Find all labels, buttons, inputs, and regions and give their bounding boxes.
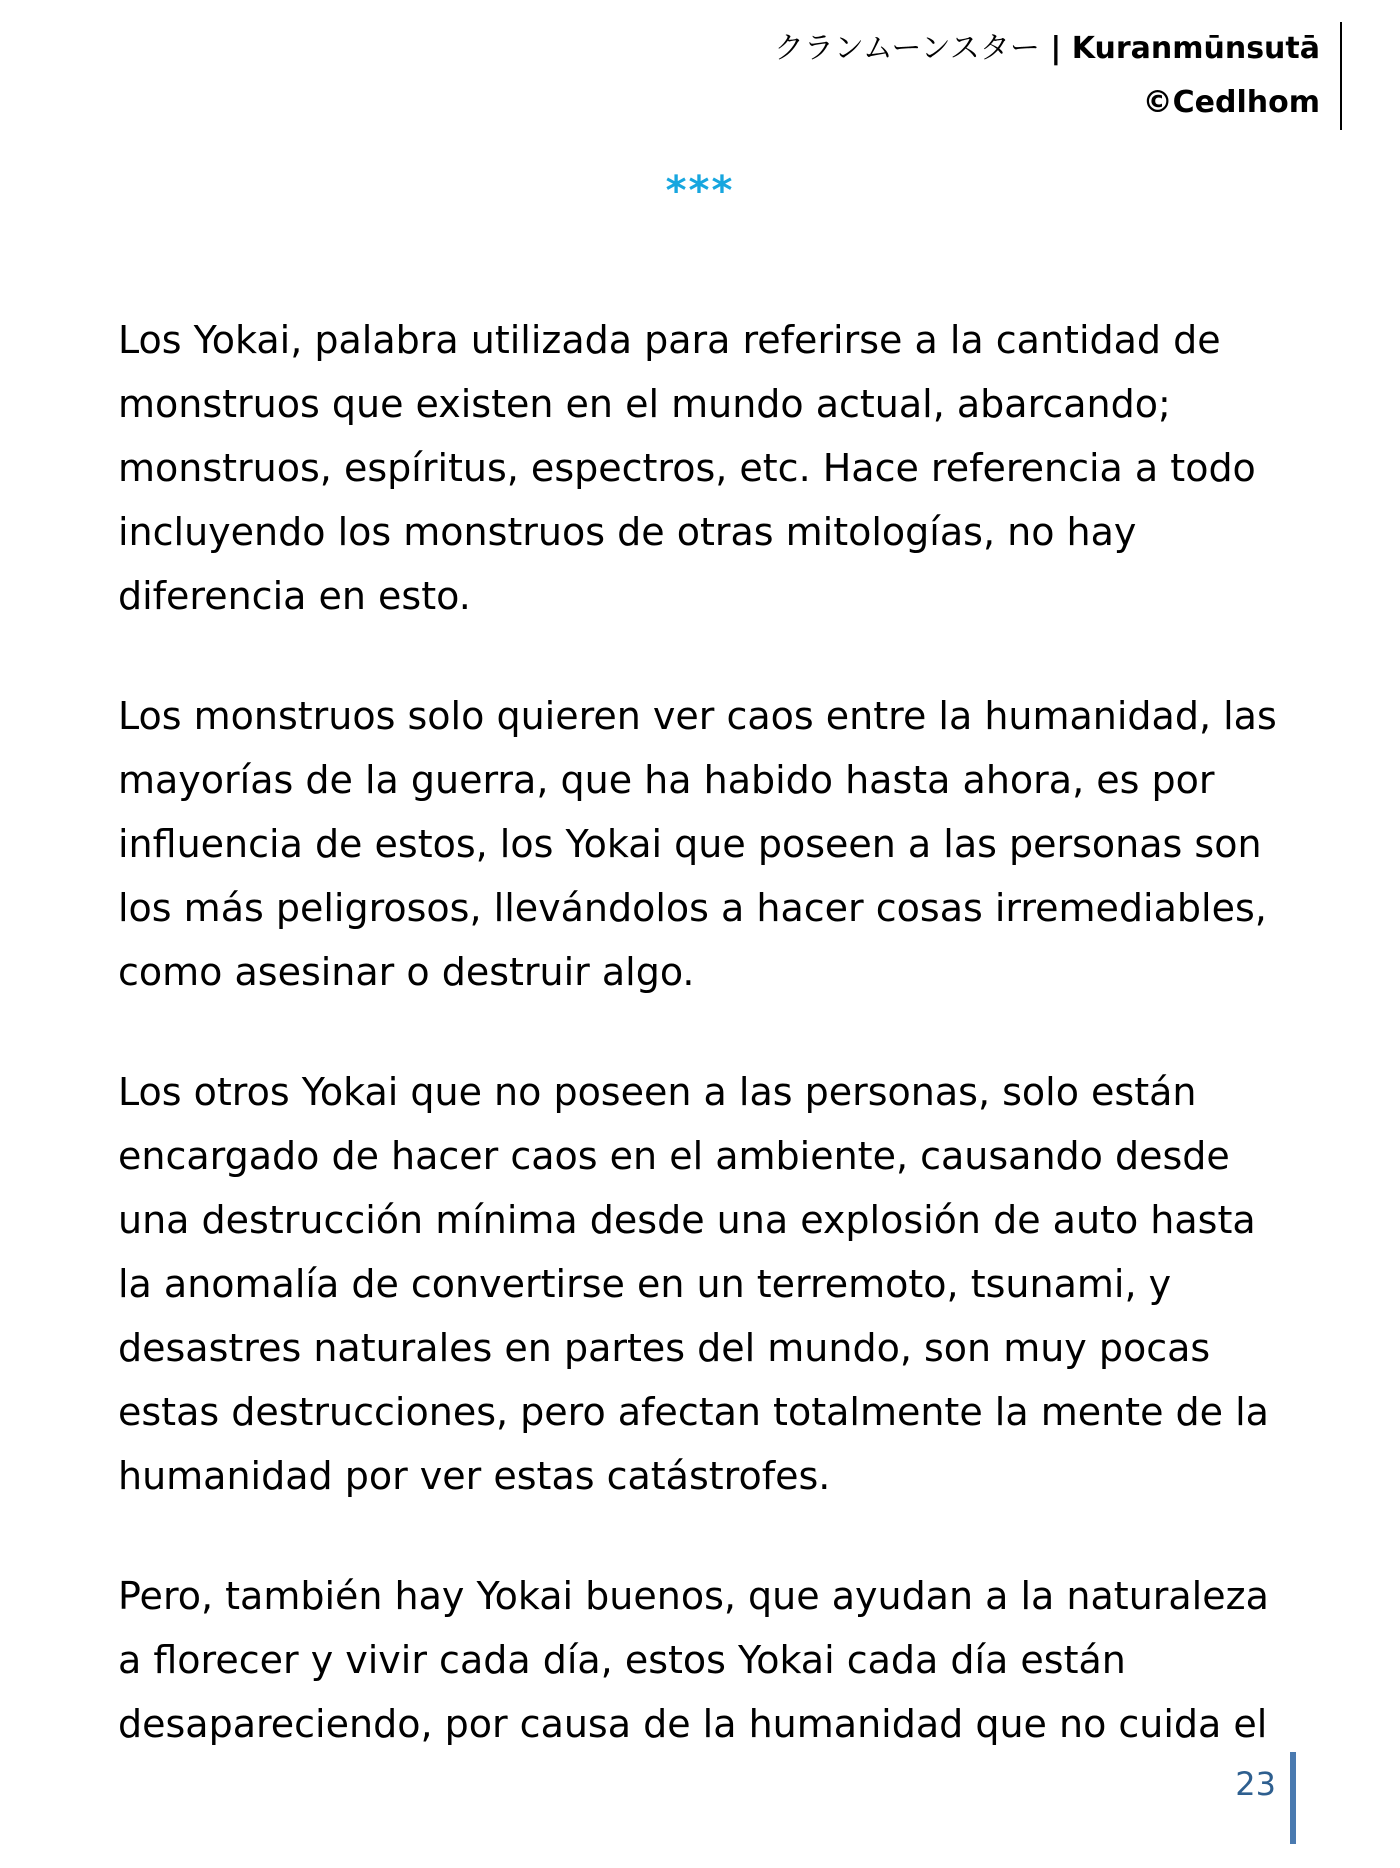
page-number: 23 xyxy=(1235,1765,1276,1803)
header-title-jp: クランムーンスター xyxy=(774,31,1040,66)
paragraph: Pero, también hay Yokai buenos, que ayudan a la naturaleza a florecer y vivir cada día, estos Yokai cada día están desapareciendo, por causa de la humanidad que no cuida el xyxy=(118,1574,1269,1746)
running-header xyxy=(774,22,1342,130)
paragraph: Los Yokai, palabra utilizada para referirse a la cantidad de monstruos que existen en el mundo actual, abarcando; monstruos, espíritus, espectros, etc. Hace referencia a todo incluyendo los monstruos de otras mitologías, no hay diferencia en esto. xyxy=(118,318,1256,618)
paragraph: Los otros Yokai que no poseen a las personas, solo están encargado de hacer caos en el ambiente, causando desde una destrucción mínima desde una explosión de auto hasta la anomalía de convertirse en un terremoto, tsunami, y desastres naturales en partes del mundo, son muy pocas estas destrucciones, pero afectan totalmente la mente de la humanidad por ver estas catástrofes. xyxy=(118,1070,1269,1498)
paragraph: Los monstruos solo quieren ver caos entre la humanidad, las mayorías de la guerra, que ha habido hasta ahora, es por influencia de estos, los Yokai que poseen a las personas son los más peligrosos, llevándolos a hacer cosas irremediables, como asesinar o destruir algo. xyxy=(118,694,1277,994)
header-title-line xyxy=(774,22,1320,76)
page-number-bar xyxy=(1290,1752,1296,1844)
header-copyright: ©Cedlhom xyxy=(1142,85,1320,120)
header-title-romaji: Kuranmūnsutā xyxy=(1071,31,1320,66)
section-separator: *** xyxy=(665,168,735,214)
header-separator: | xyxy=(1050,31,1062,66)
body-text xyxy=(118,308,1298,1812)
